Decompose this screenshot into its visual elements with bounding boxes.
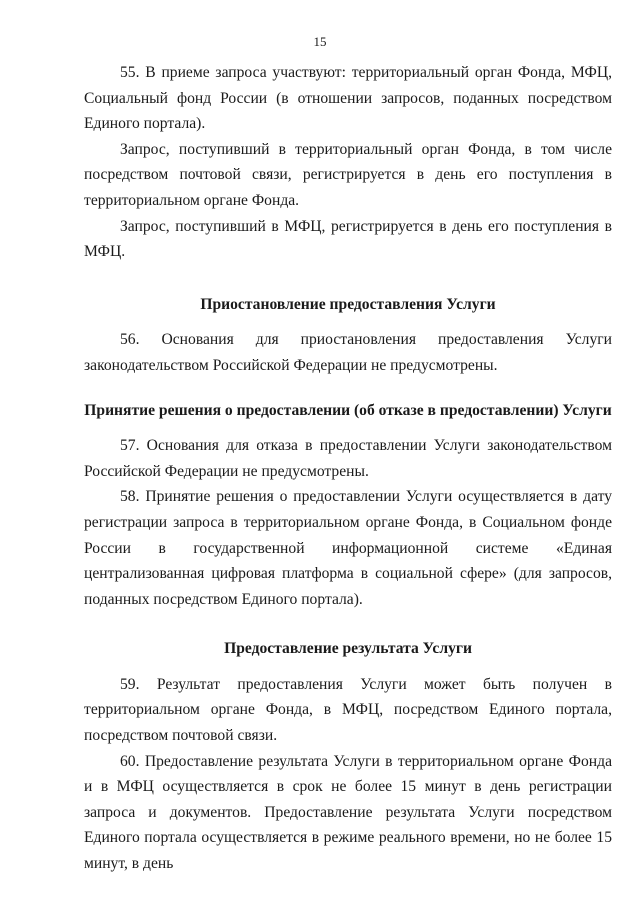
heading-decision: Принятие решения о предоставлении (об отказе в предоставлении) Услуги — [84, 401, 612, 419]
page-number: 15 — [313, 34, 327, 49]
paragraph-request-fund: Запрос, поступивший в территориальный орган Фонда, в том числе посредством почтовой связи, регистрируется в день его поступления в территориальном органе Фонда. — [84, 140, 612, 209]
paragraph-56: 56. Основания для приостановления предоставления Услуги законодательством Российской Федерации не предусмотрены. — [84, 331, 612, 374]
paragraph-58: 58. Принятие решения о предоставлении Услуги осуществляется в дату регистрации запроса в территориальном органе Фонда, в Социальном фонде России в государственной информационной системе «Единая централизованная цифровая платформа в социальной сфере» (для запросов, поданных посредством Единого портала). — [84, 488, 612, 608]
paragraph-60: 60. Предоставление результата Услуги в территориальном органе Фонда и в МФЦ осуществляется в срок не более 15 минут в день регистрации запроса и документов. Предоставление результата Услуги посредством Единого портала осуществляется в режиме реального времени, но не более 15 минут, в день — [84, 752, 612, 873]
paragraph-request-mfc: Запрос, поступивший в МФЦ, регистрируется в день его поступления в МФЦ. — [84, 217, 612, 261]
paragraph-57: 57. Основания для отказа в предоставлении Услуги законодательством Российской Федерации не предусмотрены. — [84, 437, 612, 480]
heading-suspension: Приостановление предоставления Услуги — [200, 295, 496, 313]
paragraph-59: 59. Результат предоставления Услуги может быть получен в территориальном органе Фонда, в МФЦ, посредством Единого портала, посредством почтовой связи. — [84, 675, 612, 745]
paragraph-55: 55. В приеме запроса участвуют: территориальный орган Фонда, МФЦ, Социальный фонд России (в отношении запросов, поданных посредством Единого портала). — [84, 64, 612, 133]
document-body — [84, 60, 612, 877]
heading-result: Предоставление результата Услуги — [224, 640, 472, 658]
